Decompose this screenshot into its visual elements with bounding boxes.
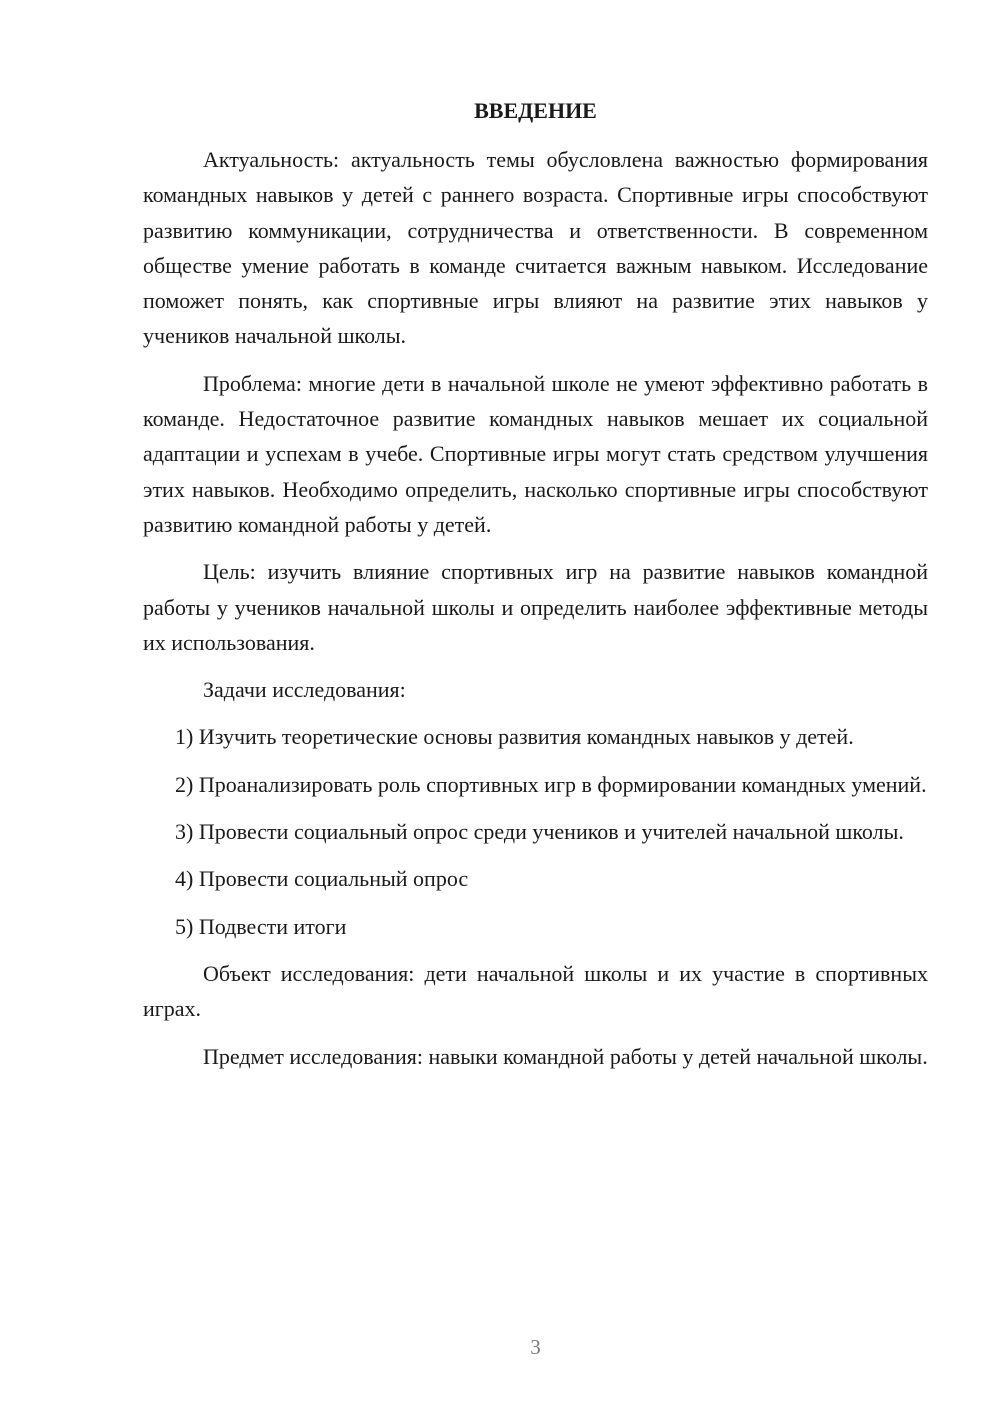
object-paragraph: Объект исследования: дети начальной школы и их участие в спортивных играх. bbox=[143, 960, 928, 1022]
subject-paragraph: Предмет исследования: навыки командной работы у детей начальной школы. bbox=[203, 1043, 928, 1069]
document-body bbox=[143, 142, 928, 1086]
tasks-heading: Задачи исследования: bbox=[203, 677, 406, 703]
task-item-1: 1) Изучить теоретические основы развития командных навыков у детей. bbox=[175, 724, 854, 750]
task-item-4: 4) Провести социальный опрос bbox=[175, 866, 469, 892]
document-page bbox=[143, 0, 928, 1414]
goal-paragraph: Цель: изучить влияние спортивных игр на развитие навыков командной работы у учеников начальной школы и определить наиболее эффективные методы их использования. bbox=[143, 559, 928, 655]
task-item-2: 2) Проанализировать роль спортивных игр в формировании командных умений. bbox=[175, 771, 927, 797]
page-number: 3 bbox=[530, 1335, 541, 1359]
page-title: ВВЕДЕНИЕ bbox=[474, 98, 597, 123]
problem-paragraph: Проблема: многие дети в начальной школе не умеют эффективно работать в команде. Недостаточное развитие командных навыков мешает их социальной адаптации и успехам в учебе. Спортивные игры могут стать средством улучшения этих навыков. Необходимо определить, насколько спортивные игры способствуют развитию командной работы у детей. bbox=[143, 370, 928, 537]
task-item-3: 3) Провести социальный опрос среди учеников и учителей начальной школы. bbox=[175, 819, 904, 845]
relevance-paragraph: Актуальность: актуальность темы обусловлена важностью формирования командных навыков у детей с раннего возраста. Спортивные игры способствуют развитию коммуникации, сотрудничества и ответственности. В современном обществе умение работать в команде считается важным навыком. Исследование поможет понять, как спортивные игры влияют на развитие этих навыков у учеников начальной школы. bbox=[143, 147, 928, 349]
task-item-5: 5) Подвести итоги bbox=[175, 913, 347, 939]
